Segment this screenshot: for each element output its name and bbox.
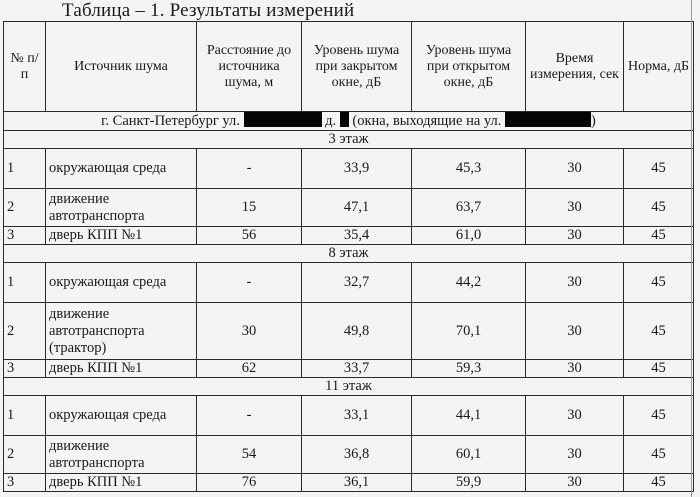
measure-time: 30: [526, 263, 624, 303]
distance: 30: [197, 303, 302, 360]
level-open: 60,1: [412, 436, 526, 474]
col-header-time: Время измерения, сек: [526, 22, 624, 112]
location-cell: [4, 112, 694, 131]
measure-time: 30: [526, 189, 624, 227]
norm: 45: [624, 263, 694, 303]
col-header-source: Источник шума: [46, 22, 197, 112]
measurements-table: [3, 21, 694, 492]
norm: 45: [624, 149, 694, 189]
level-open: 63,7: [412, 189, 526, 227]
measure-time: 30: [526, 149, 624, 189]
table-caption: Таблица – 1. Результаты измерений: [62, 0, 355, 21]
level-open: 70,1: [412, 303, 526, 360]
location-row: [4, 112, 694, 131]
location-city-street: г. Санкт-Петербург ул.: [101, 113, 240, 129]
table-row: [4, 474, 694, 492]
row-number: 2: [4, 189, 46, 227]
floor-section-row: [4, 245, 694, 263]
level-open: 59,3: [412, 360, 526, 378]
level-closed: 33,1: [302, 396, 412, 436]
measure-time: 30: [526, 303, 624, 360]
distance: 54: [197, 436, 302, 474]
noise-source: дверь КПП №1: [46, 360, 197, 378]
level-open: 44,2: [412, 263, 526, 303]
row-number: 1: [4, 149, 46, 189]
distance: -: [197, 263, 302, 303]
noise-source: окружающая среда: [46, 396, 197, 436]
distance: 76: [197, 474, 302, 492]
measure-time: 30: [526, 474, 624, 492]
distance: -: [197, 396, 302, 436]
redaction-block: [340, 112, 349, 127]
noise-source: движение автотранспорта: [46, 189, 197, 227]
row-number: 3: [4, 360, 46, 378]
measure-time: 30: [526, 227, 624, 245]
norm: 45: [624, 360, 694, 378]
norm: 45: [624, 189, 694, 227]
noise-source: движение автотранспорта (трактор): [46, 303, 197, 360]
measure-time: 30: [526, 360, 624, 378]
noise-source: окружающая среда: [46, 149, 197, 189]
row-number: 1: [4, 263, 46, 303]
table-row: [4, 189, 694, 227]
norm: 45: [624, 303, 694, 360]
level-closed: 33,7: [302, 360, 412, 378]
floor-section-row: [4, 378, 694, 396]
table-row: [4, 263, 694, 303]
noise-source: окружающая среда: [46, 263, 197, 303]
row-number: 2: [4, 303, 46, 360]
page-edge-divider: [691, 0, 692, 497]
level-closed: 35,4: [302, 227, 412, 245]
norm: 45: [624, 474, 694, 492]
location-windows-note: (окна, выходящие на ул.: [352, 113, 502, 129]
table-row: [4, 149, 694, 189]
level-closed: 49,8: [302, 303, 412, 360]
floor-section-row: [4, 131, 694, 149]
level-open: 45,3: [412, 149, 526, 189]
norm: 45: [624, 227, 694, 245]
noise-source: дверь КПП №1: [46, 474, 197, 492]
level-open: 59,9: [412, 474, 526, 492]
col-header-open-window: Уровень шума при открытом окне, дБ: [412, 22, 526, 112]
col-header-distance: Расстояние до источника шума, м: [197, 22, 302, 112]
noise-source: дверь КПП №1: [46, 227, 197, 245]
level-closed: 32,7: [302, 263, 412, 303]
row-number: 1: [4, 396, 46, 436]
level-closed: 47,1: [302, 189, 412, 227]
table-row: [4, 396, 694, 436]
table-row: [4, 227, 694, 245]
floor-label: 3 этаж: [4, 131, 694, 149]
row-number: 2: [4, 436, 46, 474]
distance: 62: [197, 360, 302, 378]
level-closed: 33,9: [302, 149, 412, 189]
header-row: [4, 22, 694, 112]
norm: 45: [624, 396, 694, 436]
floor-label: 8 этаж: [4, 245, 694, 263]
table-row: [4, 360, 694, 378]
noise-source: движение автотранспорта: [46, 436, 197, 474]
measure-time: 30: [526, 396, 624, 436]
distance: 56: [197, 227, 302, 245]
location-house: д.: [325, 113, 337, 129]
col-header-norm: Норма, дБ: [624, 22, 694, 112]
row-number: 3: [4, 474, 46, 492]
distance: 15: [197, 189, 302, 227]
col-header-closed-window: Уровень шума при закрытом окне, дБ: [302, 22, 412, 112]
row-number: 3: [4, 227, 46, 245]
col-header-number: № п/п: [4, 22, 46, 112]
location-close-paren: ): [591, 113, 596, 129]
floor-label: 11 этаж: [4, 378, 694, 396]
distance: -: [197, 149, 302, 189]
level-closed: 36,8: [302, 436, 412, 474]
redaction-block: [505, 112, 591, 127]
level-closed: 36,1: [302, 474, 412, 492]
norm: 45: [624, 436, 694, 474]
table-row: [4, 303, 694, 360]
level-open: 61,0: [412, 227, 526, 245]
level-open: 44,1: [412, 396, 526, 436]
redaction-block: [244, 112, 322, 127]
measure-time: 30: [526, 436, 624, 474]
table-row: [4, 436, 694, 474]
